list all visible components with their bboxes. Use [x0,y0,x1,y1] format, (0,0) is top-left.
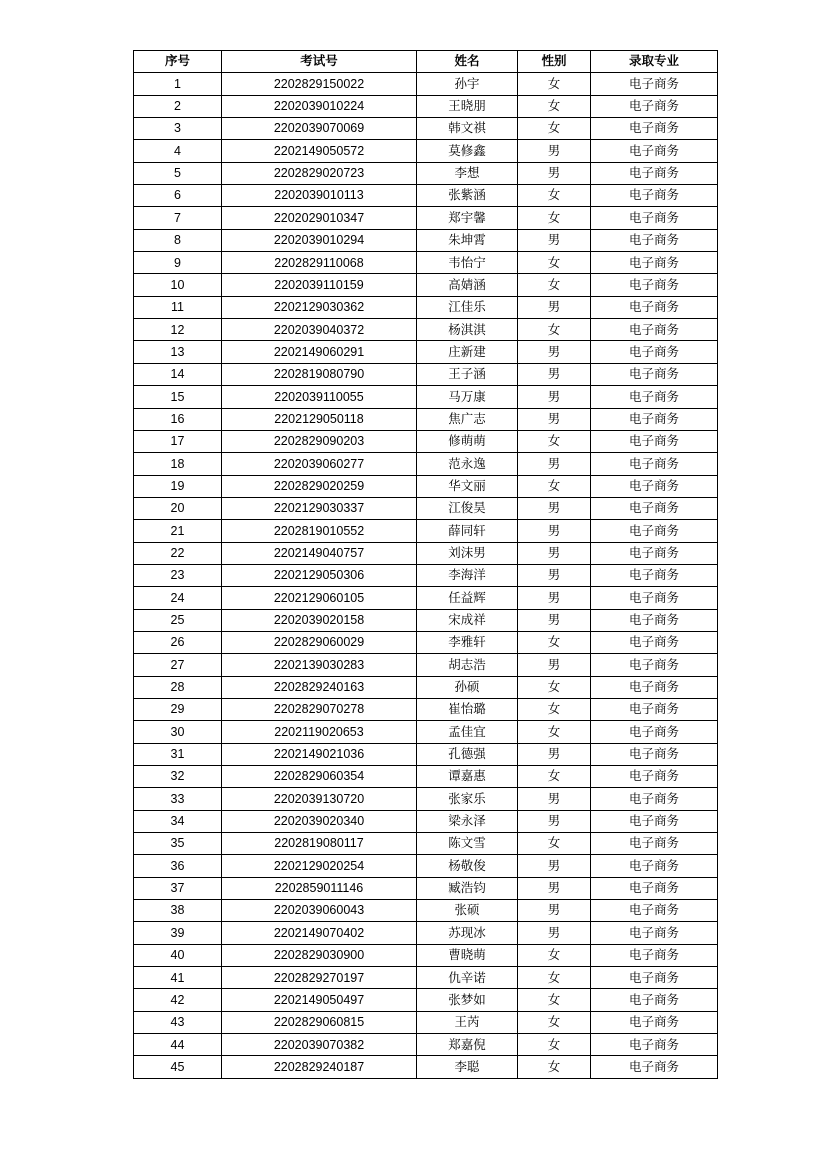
cell-exam-number: 2202149021036 [222,743,417,765]
cell-gender: 男 [518,408,591,430]
cell-name: 杨敬俊 [417,855,518,877]
cell-major: 电子商务 [591,363,718,385]
cell-gender: 男 [518,386,591,408]
table-row [134,833,718,855]
table-row [134,654,718,676]
cell-exam-number: 2202039010113 [222,185,417,207]
cell-major: 电子商务 [591,408,718,430]
table-row [134,1056,718,1078]
cell-seq: 40 [134,944,222,966]
table-row [134,207,718,229]
table-row [134,341,718,363]
table-row [134,185,718,207]
cell-exam-number: 2202039010294 [222,229,417,251]
cell-exam-number: 2202829150022 [222,73,417,95]
cell-seq: 30 [134,721,222,743]
cell-seq: 6 [134,185,222,207]
cell-gender: 女 [518,118,591,140]
table-row [134,766,718,788]
cell-name: 孙硕 [417,676,518,698]
cell-name: 薛同轩 [417,520,518,542]
table-row [134,497,718,519]
cell-major: 电子商务 [591,296,718,318]
cell-seq: 9 [134,252,222,274]
table-row [134,1011,718,1033]
cell-exam-number: 2202129020254 [222,855,417,877]
cell-exam-number: 2202039070069 [222,118,417,140]
cell-exam-number: 2202829270197 [222,967,417,989]
cell-gender: 女 [518,1034,591,1056]
cell-seq: 41 [134,967,222,989]
cell-major: 电子商务 [591,341,718,363]
cell-major: 电子商务 [591,654,718,676]
cell-gender: 女 [518,185,591,207]
table-row [134,475,718,497]
cell-seq: 17 [134,430,222,452]
cell-exam-number: 2202829240187 [222,1056,417,1078]
cell-exam-number: 2202829070278 [222,698,417,720]
cell-seq: 39 [134,922,222,944]
table-body [134,73,718,1078]
cell-exam-number: 2202829020259 [222,475,417,497]
cell-exam-number: 2202829060354 [222,766,417,788]
cell-major: 电子商务 [591,609,718,631]
cell-name: 孟佳宜 [417,721,518,743]
cell-gender: 女 [518,989,591,1011]
cell-name: 谭嘉惠 [417,766,518,788]
cell-name: 韩文祺 [417,118,518,140]
cell-exam-number: 2202039110159 [222,274,417,296]
cell-name: 朱坤霄 [417,229,518,251]
cell-gender: 女 [518,475,591,497]
header-seq: 序号 [134,51,222,73]
cell-gender: 男 [518,497,591,519]
cell-seq: 32 [134,766,222,788]
cell-name: 曹晓萌 [417,944,518,966]
cell-gender: 男 [518,542,591,564]
cell-name: 张家乐 [417,788,518,810]
cell-exam-number: 2202039130720 [222,788,417,810]
cell-exam-number: 2202149050497 [222,989,417,1011]
cell-seq: 20 [134,497,222,519]
table-row [134,900,718,922]
table-row [134,743,718,765]
cell-major: 电子商务 [591,430,718,452]
cell-name: 华文丽 [417,475,518,497]
table-row [134,118,718,140]
table-row [134,453,718,475]
cell-exam-number: 2202039020158 [222,609,417,631]
cell-gender: 男 [518,922,591,944]
cell-exam-number: 2202819080790 [222,363,417,385]
table-row [134,922,718,944]
cell-exam-number: 2202119020653 [222,721,417,743]
cell-gender: 女 [518,967,591,989]
cell-gender: 男 [518,564,591,586]
cell-exam-number: 2202829110068 [222,252,417,274]
cell-seq: 14 [134,363,222,385]
cell-name: 苏现冰 [417,922,518,944]
cell-name: 修萌萌 [417,430,518,452]
cell-major: 电子商务 [591,453,718,475]
table-header-row [134,51,718,73]
cell-seq: 29 [134,698,222,720]
cell-major: 电子商务 [591,1034,718,1056]
cell-exam-number: 2202039020340 [222,810,417,832]
cell-gender: 女 [518,1056,591,1078]
cell-gender: 女 [518,944,591,966]
cell-exam-number: 2202129050118 [222,408,417,430]
cell-gender: 男 [518,743,591,765]
cell-name: 马万康 [417,386,518,408]
table-row [134,877,718,899]
cell-exam-number: 2202129030337 [222,497,417,519]
cell-exam-number: 2202149070402 [222,922,417,944]
cell-gender: 男 [518,229,591,251]
cell-major: 电子商务 [591,922,718,944]
cell-gender: 女 [518,698,591,720]
header-exam-number: 考试号 [222,51,417,73]
cell-seq: 34 [134,810,222,832]
cell-name: 任益辉 [417,587,518,609]
cell-major: 电子商务 [591,900,718,922]
cell-seq: 44 [134,1034,222,1056]
cell-major: 电子商务 [591,252,718,274]
cell-seq: 36 [134,855,222,877]
cell-gender: 女 [518,766,591,788]
cell-exam-number: 2202039070382 [222,1034,417,1056]
cell-gender: 男 [518,341,591,363]
cell-major: 电子商务 [591,542,718,564]
cell-seq: 11 [134,296,222,318]
header-gender: 性别 [518,51,591,73]
cell-major: 电子商务 [591,118,718,140]
cell-seq: 22 [134,542,222,564]
cell-seq: 26 [134,631,222,653]
cell-gender: 女 [518,676,591,698]
cell-gender: 男 [518,453,591,475]
cell-exam-number: 2202829240163 [222,676,417,698]
cell-name: 臧浩钧 [417,877,518,899]
cell-major: 电子商务 [591,721,718,743]
table-row [134,430,718,452]
cell-name: 张梦如 [417,989,518,1011]
cell-gender: 女 [518,430,591,452]
cell-gender: 男 [518,520,591,542]
cell-name: 胡志浩 [417,654,518,676]
cell-name: 江佳乐 [417,296,518,318]
cell-gender: 男 [518,296,591,318]
cell-exam-number: 2202149050572 [222,140,417,162]
cell-exam-number: 2202819080117 [222,833,417,855]
cell-major: 电子商务 [591,229,718,251]
cell-gender: 女 [518,631,591,653]
cell-exam-number: 2202829060815 [222,1011,417,1033]
cell-seq: 3 [134,118,222,140]
cell-major: 电子商务 [591,833,718,855]
table-row [134,676,718,698]
cell-name: 庄新建 [417,341,518,363]
table-row [134,162,718,184]
cell-major: 电子商务 [591,520,718,542]
cell-gender: 男 [518,810,591,832]
cell-exam-number: 2202039040372 [222,319,417,341]
cell-name: 郑宇馨 [417,207,518,229]
cell-gender: 女 [518,1011,591,1033]
cell-gender: 女 [518,252,591,274]
cell-major: 电子商务 [591,676,718,698]
header-name: 姓名 [417,51,518,73]
cell-major: 电子商务 [591,1011,718,1033]
cell-seq: 21 [134,520,222,542]
cell-seq: 13 [134,341,222,363]
cell-name: 仇辛诺 [417,967,518,989]
cell-major: 电子商务 [591,1056,718,1078]
cell-major: 电子商务 [591,73,718,95]
cell-exam-number: 2202829020723 [222,162,417,184]
cell-gender: 男 [518,788,591,810]
cell-name: 崔怡璐 [417,698,518,720]
cell-exam-number: 2202859011146 [222,877,417,899]
cell-gender: 男 [518,162,591,184]
table-row [134,587,718,609]
cell-exam-number: 2202129050306 [222,564,417,586]
cell-major: 电子商务 [591,766,718,788]
cell-exam-number: 2202819010552 [222,520,417,542]
cell-major: 电子商务 [591,564,718,586]
cell-major: 电子商务 [591,319,718,341]
cell-seq: 33 [134,788,222,810]
cell-gender: 女 [518,73,591,95]
cell-major: 电子商务 [591,989,718,1011]
cell-gender: 男 [518,900,591,922]
cell-gender: 男 [518,363,591,385]
cell-gender: 女 [518,833,591,855]
cell-major: 电子商务 [591,698,718,720]
cell-name: 李聪 [417,1056,518,1078]
cell-gender: 女 [518,319,591,341]
cell-exam-number: 2202039060043 [222,900,417,922]
cell-name: 陈文雪 [417,833,518,855]
cell-name: 江俊昊 [417,497,518,519]
cell-major: 电子商务 [591,855,718,877]
cell-exam-number: 2202829030900 [222,944,417,966]
cell-name: 范永逸 [417,453,518,475]
table-row [134,95,718,117]
table-row [134,319,718,341]
cell-name: 郑嘉倪 [417,1034,518,1056]
cell-seq: 18 [134,453,222,475]
cell-major: 电子商务 [591,185,718,207]
cell-name: 刘沫男 [417,542,518,564]
cell-major: 电子商务 [591,631,718,653]
cell-major: 电子商务 [591,497,718,519]
cell-name: 韦怡宁 [417,252,518,274]
cell-major: 电子商务 [591,743,718,765]
cell-name: 张紫涵 [417,185,518,207]
cell-seq: 42 [134,989,222,1011]
cell-exam-number: 2202149060291 [222,341,417,363]
cell-seq: 16 [134,408,222,430]
cell-gender: 女 [518,207,591,229]
cell-major: 电子商务 [591,475,718,497]
cell-seq: 31 [134,743,222,765]
cell-gender: 男 [518,654,591,676]
table-row [134,810,718,832]
table-row [134,631,718,653]
cell-name: 王子涵 [417,363,518,385]
cell-gender: 女 [518,721,591,743]
cell-seq: 43 [134,1011,222,1033]
cell-gender: 男 [518,877,591,899]
admission-list-table [133,50,718,1079]
cell-seq: 35 [134,833,222,855]
cell-seq: 4 [134,140,222,162]
cell-seq: 1 [134,73,222,95]
table-row [134,989,718,1011]
table-row [134,73,718,95]
cell-seq: 25 [134,609,222,631]
cell-exam-number: 2202139030283 [222,654,417,676]
table-row [134,721,718,743]
cell-name: 梁永泽 [417,810,518,832]
cell-name: 宋成祥 [417,609,518,631]
cell-name: 李海洋 [417,564,518,586]
table-row [134,855,718,877]
cell-seq: 10 [134,274,222,296]
cell-major: 电子商务 [591,162,718,184]
cell-major: 电子商务 [591,587,718,609]
cell-major: 电子商务 [591,207,718,229]
cell-gender: 女 [518,95,591,117]
cell-seq: 2 [134,95,222,117]
cell-exam-number: 2202129060105 [222,587,417,609]
table-row [134,967,718,989]
cell-major: 电子商务 [591,967,718,989]
cell-exam-number: 2202029010347 [222,207,417,229]
cell-name: 莫修鑫 [417,140,518,162]
table-row [134,944,718,966]
cell-name: 孔德强 [417,743,518,765]
table-row [134,788,718,810]
cell-seq: 19 [134,475,222,497]
cell-seq: 23 [134,564,222,586]
table-row [134,1034,718,1056]
table-row [134,609,718,631]
cell-exam-number: 2202129030362 [222,296,417,318]
table-row [134,520,718,542]
cell-name: 王芮 [417,1011,518,1033]
cell-gender: 男 [518,587,591,609]
table-row [134,252,718,274]
cell-major: 电子商务 [591,788,718,810]
cell-major: 电子商务 [591,95,718,117]
table-row [134,408,718,430]
cell-major: 电子商务 [591,944,718,966]
cell-seq: 28 [134,676,222,698]
table-row [134,363,718,385]
cell-exam-number: 2202039110055 [222,386,417,408]
table-row [134,698,718,720]
cell-seq: 15 [134,386,222,408]
cell-name: 孙宇 [417,73,518,95]
cell-exam-number: 2202829090203 [222,430,417,452]
cell-name: 李想 [417,162,518,184]
cell-gender: 男 [518,609,591,631]
cell-major: 电子商务 [591,810,718,832]
cell-seq: 7 [134,207,222,229]
table-row [134,296,718,318]
cell-seq: 8 [134,229,222,251]
header-major: 录取专业 [591,51,718,73]
cell-major: 电子商务 [591,386,718,408]
cell-exam-number: 2202039010224 [222,95,417,117]
cell-gender: 男 [518,140,591,162]
table-row [134,564,718,586]
cell-major: 电子商务 [591,877,718,899]
cell-seq: 37 [134,877,222,899]
table-row [134,274,718,296]
table-row [134,140,718,162]
cell-name: 王晓朋 [417,95,518,117]
cell-seq: 27 [134,654,222,676]
cell-name: 焦广志 [417,408,518,430]
cell-name: 张硕 [417,900,518,922]
cell-seq: 24 [134,587,222,609]
cell-major: 电子商务 [591,140,718,162]
cell-gender: 男 [518,855,591,877]
cell-seq: 5 [134,162,222,184]
cell-exam-number: 2202149040757 [222,542,417,564]
cell-gender: 女 [518,274,591,296]
table-row [134,386,718,408]
cell-name: 杨淇淇 [417,319,518,341]
cell-exam-number: 2202829060029 [222,631,417,653]
cell-major: 电子商务 [591,274,718,296]
cell-seq: 38 [134,900,222,922]
cell-seq: 45 [134,1056,222,1078]
cell-name: 高婧涵 [417,274,518,296]
table-row [134,542,718,564]
cell-name: 李雅轩 [417,631,518,653]
cell-seq: 12 [134,319,222,341]
table-row [134,229,718,251]
cell-exam-number: 2202039060277 [222,453,417,475]
